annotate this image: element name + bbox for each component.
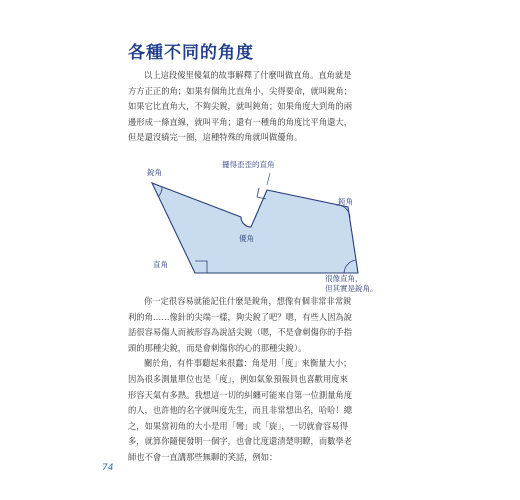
angles-diagram bbox=[120, 155, 400, 295]
text-line: 之，如果當初角的大小是用「彎」或「旋」，一切就會容易得 bbox=[128, 420, 348, 431]
text-line: 因為很多測量單位也是「度」，例如氣象預報員也喜歡用度來 bbox=[128, 373, 348, 384]
text-line: 但是還沒繞完一圈，這種特殊的角就叫做優角。 bbox=[128, 132, 303, 143]
text-line: 如果它比直角大，不夠尖銳，就叫鈍角；如果角度大到角的兩 bbox=[128, 101, 353, 112]
text-line: 邊形成一條直線，就叫平角；還有一種角的角度比平角還大， bbox=[128, 116, 353, 127]
page-number: 74 bbox=[102, 463, 114, 473]
chapter-heading: 各種不同的角度 bbox=[128, 43, 254, 63]
label-leader-line bbox=[267, 173, 270, 185]
text-line: 話很容易傷人而被形容為說話尖銳（嗯，不是會刺傷你的手指 bbox=[128, 327, 353, 338]
text-line: 頭的那種尖銳，而是會刺傷你的心的那種尖銳）。 bbox=[128, 342, 307, 353]
text-line: 利的角……像針的尖端一樣，夠尖銳了吧？嗯，有些人因為說 bbox=[128, 311, 353, 322]
label-acute: 銳角 bbox=[147, 168, 162, 177]
text-line: 師也不會一直講那些無聊的笑話，例如： bbox=[128, 451, 278, 462]
text-line: 你一定很容易就能記住什麼是銳角，想像有個非常非常銳 bbox=[144, 296, 352, 306]
text-line: 以上這段傻里傻氣的故事解釋了什麼叫做直角。直角就是 bbox=[144, 70, 352, 80]
text-line: 方方正正的角；如果有個角比直角小，尖得要命，就叫銳角； bbox=[128, 85, 353, 96]
text-line: 的人，也許他的名字就叫度先生，而且非常想出名，哈哈！總 bbox=[128, 405, 353, 416]
label-obtuse: 鈍角 bbox=[338, 197, 353, 206]
body-paragraph bbox=[128, 294, 352, 466]
text-line: 關於角，有件事聽起來很蠢：角是用「度」來衡量大小； bbox=[144, 358, 352, 369]
angle-shape bbox=[152, 183, 358, 273]
label-right: 直角 bbox=[153, 260, 168, 269]
text-line: 多，就算你隨便發明一個字，也會比度還清楚明瞭，而數學老 bbox=[128, 436, 353, 447]
label-crooked-right: 擺得歪歪的直角 bbox=[222, 160, 275, 169]
label-looks-right-2: 但其實是銳角。 bbox=[325, 284, 378, 293]
intro-paragraph bbox=[128, 68, 352, 146]
label-looks-right-1: 很像直角， bbox=[325, 274, 363, 283]
text-line: 形容天氣有多熱。我想這一切的糾纏可能來自第一位測量角度 bbox=[128, 389, 353, 400]
label-reflex: 優角 bbox=[239, 234, 254, 243]
angles-illustration bbox=[120, 155, 400, 295]
